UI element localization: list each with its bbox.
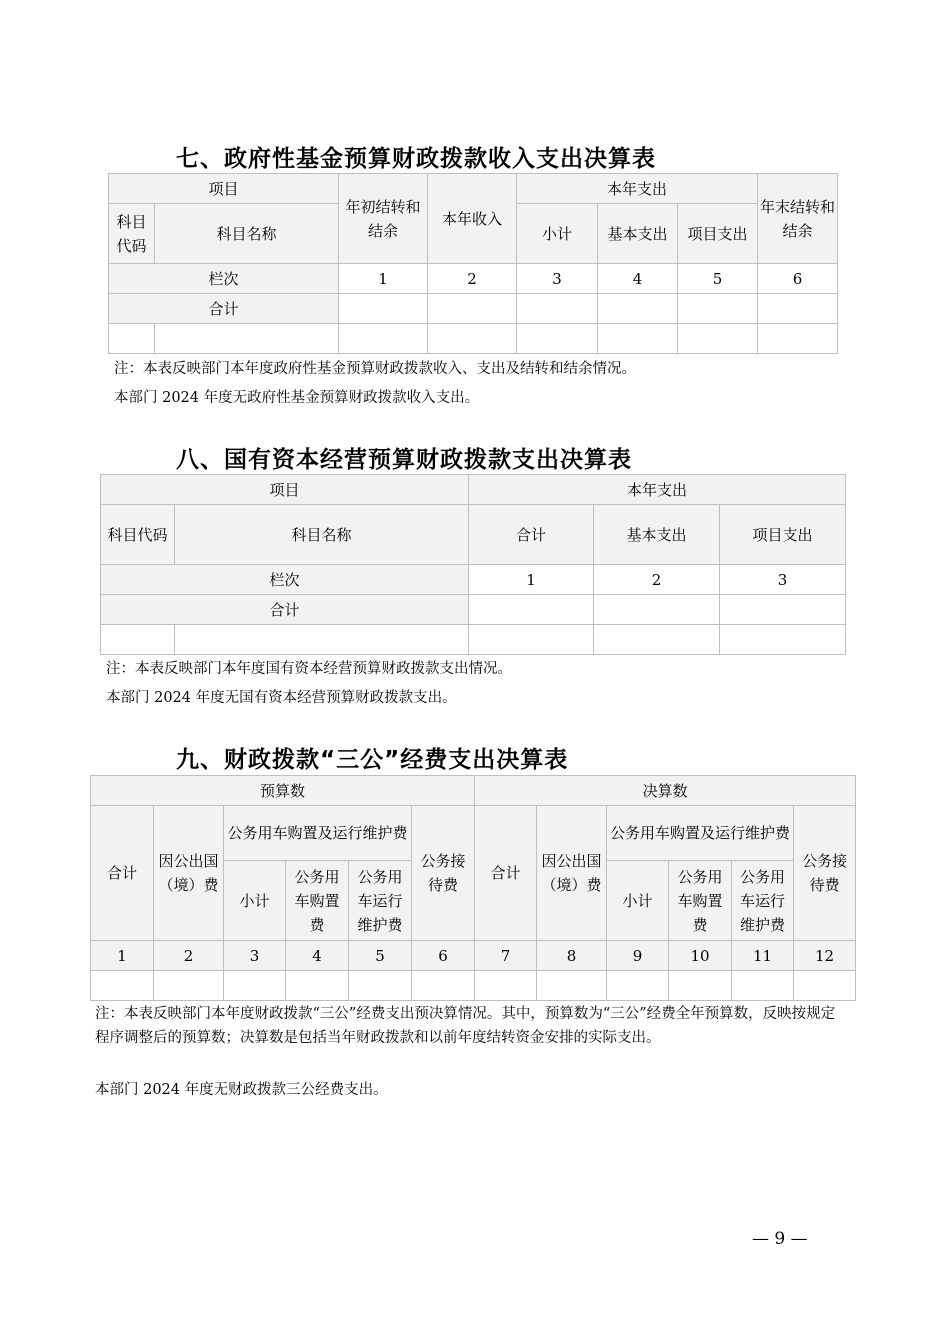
header-begin-balance: 年初结转和结余	[339, 174, 428, 264]
table-cell	[598, 324, 678, 354]
col-number: 4	[286, 941, 349, 971]
table-cell	[475, 971, 537, 1001]
col-number: 1	[339, 264, 428, 294]
page-number: — 9 —	[752, 1229, 808, 1249]
col-number: 8	[537, 941, 607, 971]
table-cell	[678, 294, 758, 324]
header-basic: 基本支出	[598, 204, 678, 264]
col-number: 5	[678, 264, 758, 294]
table-cell	[91, 971, 154, 1001]
table-cell	[469, 625, 594, 655]
table-cell	[720, 625, 846, 655]
header-reception: 公务接待费	[412, 806, 475, 941]
col-number: 2	[594, 565, 720, 595]
col-number: 1	[469, 565, 594, 595]
header-total: 合计	[91, 806, 154, 941]
table-cell	[412, 971, 475, 1001]
table-cell	[428, 324, 517, 354]
table-cell	[517, 324, 598, 354]
header-project-expense: 项目支出	[678, 204, 758, 264]
table-cell	[732, 971, 794, 1001]
table-cell	[794, 971, 856, 1001]
row-label-column: 栏次	[101, 565, 469, 595]
table-cell	[154, 971, 224, 1001]
table-cell	[598, 294, 678, 324]
col-number: 5	[349, 941, 412, 971]
col-number: 4	[598, 264, 678, 294]
header-project: 项目	[109, 174, 339, 204]
header-name: 科目名称	[175, 505, 469, 565]
section-7-note: 注：本表反映部门本年度政府性基金预算财政拨款收入、支出及结转和结余情况。	[114, 361, 636, 377]
table-cell	[678, 324, 758, 354]
table-cell	[339, 294, 428, 324]
header-vehicle-running: 公务用车运行维护费	[349, 861, 412, 941]
section-7-title: 七、政府性基金预算财政拨款收入支出决算表	[176, 146, 656, 172]
section-9-title: 九、财政拨款“三公”经费支出决算表	[176, 747, 569, 773]
table-cell	[155, 324, 339, 354]
header-abroad: 因公出国（境）费	[154, 806, 224, 941]
table-cell	[175, 625, 469, 655]
table-cell	[339, 324, 428, 354]
row-label-column: 栏次	[109, 264, 339, 294]
header-total: 合计	[469, 505, 594, 565]
table-cell	[720, 595, 846, 625]
table-cell	[594, 595, 720, 625]
section-8-note: 注：本表反映部门本年度国有资本经营预算财政拨款支出情况。	[106, 661, 512, 677]
gov-fund-table	[108, 173, 838, 354]
table-cell	[594, 625, 720, 655]
table-cell	[669, 971, 732, 1001]
header-project: 项目	[101, 475, 469, 505]
table-cell	[517, 294, 598, 324]
table-cell	[286, 971, 349, 1001]
header-name: 科目名称	[155, 204, 339, 264]
header-vehicle-running: 公务用车运行维护费	[732, 861, 794, 941]
section-7-statement: 本部门 2024 年度无政府性基金预算财政拨款收入支出。	[114, 390, 480, 406]
table-cell	[758, 324, 838, 354]
three-public-table	[90, 775, 856, 1001]
col-number: 11	[732, 941, 794, 971]
table-cell	[607, 971, 669, 1001]
header-vehicle: 公务用车购置及运行维护费	[607, 806, 794, 861]
state-capital-table	[100, 474, 846, 655]
col-number: 7	[475, 941, 537, 971]
header-final: 决算数	[475, 776, 856, 806]
header-expense: 本年支出	[469, 475, 846, 505]
row-label-total: 合计	[109, 294, 339, 324]
col-number: 12	[794, 941, 856, 971]
header-budget: 预算数	[91, 776, 475, 806]
table-cell	[758, 294, 838, 324]
header-subtotal: 小计	[607, 861, 669, 941]
header-abroad: 因公出国（境）费	[537, 806, 607, 941]
col-number: 2	[154, 941, 224, 971]
col-number: 3	[720, 565, 846, 595]
table-cell	[428, 294, 517, 324]
header-vehicle: 公务用车购置及运行维护费	[224, 806, 412, 861]
header-end-balance: 年末结转和结余	[758, 174, 838, 264]
header-basic: 基本支出	[594, 505, 720, 565]
col-number: 6	[758, 264, 838, 294]
row-label-total: 合计	[101, 595, 469, 625]
col-number: 6	[412, 941, 475, 971]
header-vehicle-purchase: 公务用车购置费	[669, 861, 732, 941]
header-vehicle-purchase: 公务用车购置费	[286, 861, 349, 941]
col-number: 1	[91, 941, 154, 971]
section-9-statement: 本部门 2024 年度无财政拨款三公经费支出。	[95, 1082, 388, 1098]
header-total: 合计	[475, 806, 537, 941]
col-number: 10	[669, 941, 732, 971]
col-number: 2	[428, 264, 517, 294]
header-expense: 本年支出	[517, 174, 758, 204]
header-subtotal: 小计	[517, 204, 598, 264]
header-project-expense: 项目支出	[720, 505, 846, 565]
section-8-title: 八、国有资本经营预算财政拨款支出决算表	[176, 447, 632, 473]
table-cell	[101, 625, 175, 655]
header-code: 科目代码	[101, 505, 175, 565]
section-9-note: 注：本表反映部门本年度财政拨款“三公”经费支出预决算情况。其中，预算数为“三公”经费全年预算数，反映按规定程序调整后的预算数；决算数是包括当年财政拨款和以前年度结转资金安排的实际支出。	[95, 1006, 836, 1046]
header-income: 本年收入	[428, 174, 517, 264]
table-cell	[469, 595, 594, 625]
section-8-statement: 本部门 2024 年度无国有资本经营预算财政拨款支出。	[106, 690, 457, 706]
col-number: 3	[224, 941, 286, 971]
header-code: 科目代码	[109, 204, 155, 264]
table-cell	[537, 971, 607, 1001]
table-cell	[349, 971, 412, 1001]
table-cell	[224, 971, 286, 1001]
header-subtotal: 小计	[224, 861, 286, 941]
table-cell	[109, 324, 155, 354]
col-number: 9	[607, 941, 669, 971]
col-number: 3	[517, 264, 598, 294]
header-reception: 公务接待费	[794, 806, 856, 941]
